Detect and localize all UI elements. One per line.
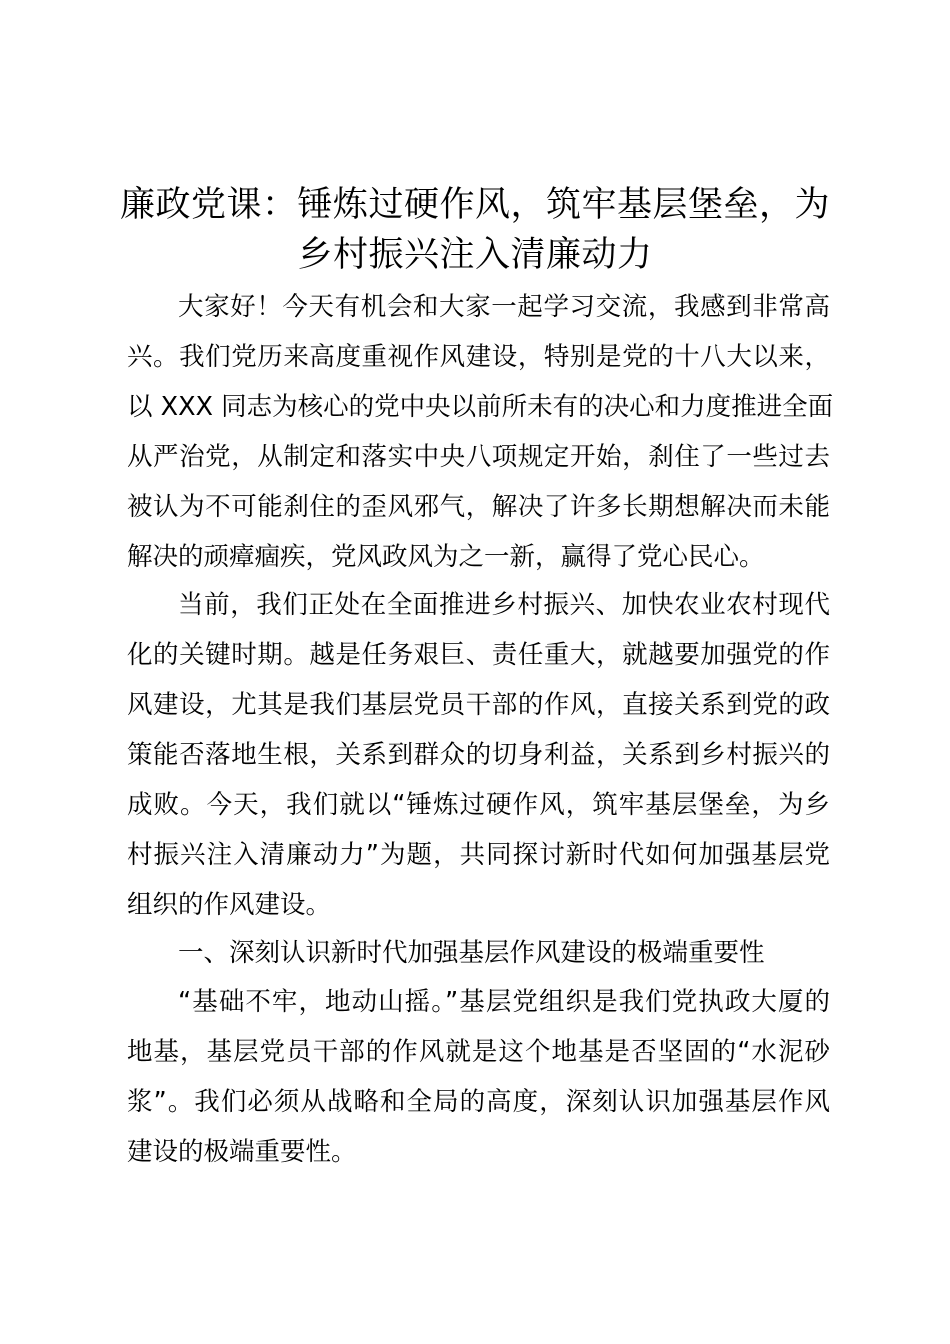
document-title — [120, 180, 830, 280]
text-line: 大家好！今天有机会和大家一起学习交流，我感到非常高 — [178, 292, 830, 322]
paragraph-foundation — [127, 977, 830, 1177]
text-line: 以 XXX 同志为核心的党中央以前所未有的决心和力度推进全面 — [127, 392, 834, 422]
text-line: “基础不牢，地动山摇。”基层党组织是我们党执政大厦的 — [178, 987, 830, 1017]
text-line: 建设的极端重要性。 — [127, 1137, 357, 1167]
text-line: 从严治党，从制定和落实中央八项规定开始，刹住了一些过去 — [127, 442, 830, 472]
title-line: 乡村振兴注入清廉动力 — [297, 235, 653, 275]
text-line: 被认为不可能刹住的歪风邪气，解决了许多长期想解决而未能 — [127, 492, 830, 522]
text-line: 化的关键时期。越是任务艰巨、责任重大，就越要加强党的作 — [127, 640, 830, 670]
text-line: 策能否落地生根，关系到群众的切身利益，关系到乡村振兴的 — [127, 740, 830, 770]
text-line: 风建设，尤其是我们基层党员干部的作风，直接关系到党的政 — [127, 690, 830, 720]
section-heading-text: 一、深刻认识新时代加强基层作风建设的极端重要性 — [178, 938, 765, 968]
text-line: 成败。今天，我们就以“锤炼过硬作风，筑牢基层堡垒，为乡 — [127, 790, 830, 820]
text-line: 兴。我们党历来高度重视作风建设，特别是党的十八大以来， — [127, 342, 830, 372]
paragraph-greeting — [127, 282, 834, 582]
text-line: 组织的作风建设。 — [127, 890, 332, 920]
section-heading — [127, 928, 830, 978]
text-line: 浆”。我们必须从战略和全局的高度，深刻认识加强基层作风 — [127, 1087, 830, 1117]
text-line: 村振兴注入清廉动力”为题，共同探讨新时代如何加强基层党 — [127, 840, 830, 870]
title-line: 廉政党课：锤炼过硬作风，筑牢基层堡垒，为 — [120, 185, 831, 225]
text-line: 当前，我们正处在全面推进乡村振兴、加快农业农村现代 — [178, 590, 830, 620]
text-line: 地基，基层党员干部的作风就是这个地基是否坚固的“水泥砂 — [127, 1037, 830, 1067]
text-line: 解决的顽瘴痼疾，党风政风为之一新，赢得了党心民心。 — [127, 542, 765, 572]
paragraph-context — [127, 580, 830, 930]
